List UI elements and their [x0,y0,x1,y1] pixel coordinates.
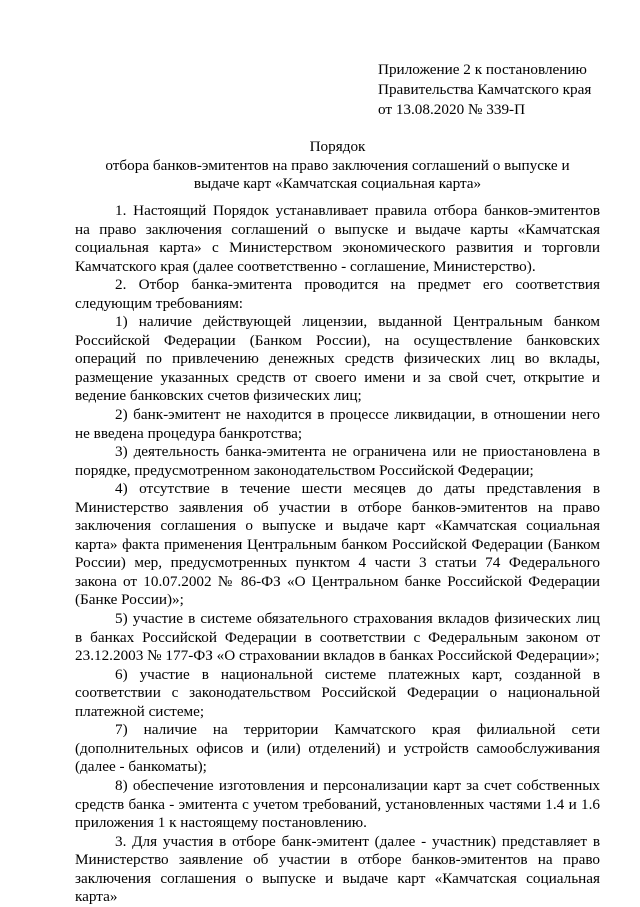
paragraph-2: 2. Отбор банка-эмитента проводится на предмет его соответствия следующим требованиям: [75,276,600,312]
document-subtitle: отбора банков-эмитентов на право заключения соглашений о выпуске и выдаче карт «Камчатская социальная карта» [105,156,570,192]
requirement-3: 3) деятельность банка-эмитента не ограничена или не приостановлена в порядке, предусмотренном законодательством Российской Федерации; [75,443,600,479]
paragraph-3: 3. Для участия в отборе банк-эмитент (далее - участник) представляет в Министерство заявление об участии в отборе банков-эмитентов на право заключения соглашения о выпуске и выдаче карт «Камчатская социальная карта» [75,832,600,906]
appendix-line-2: Правительства Камчатского края [378,81,592,98]
requirement-8: 8) обеспечение изготовления и персонализации карт за счет собственных средств банка - эмитента с учетом требований, установленных частями 1.4 и 1.6 приложения 1 к настоящему постановлению. [75,776,600,832]
requirement-1: 1) наличие действующей лицензии, выданной Центральным банком Российской Федерации (Банком России), на осуществление банковских операций по привлечению денежных средств физических лиц во вклады, размещение указанных средств от своего имени и за свой счет, открытие и ведение банковских счетов физических лиц; [75,313,600,405]
requirement-5: 5) участие в системе обязательного страхования вкладов физических лиц в банках Российской Федерации в соответствии с Федеральным законом от 23.12.2003 № 177-ФЗ «О страховании вкладов в банках Российской Федерации»; [75,610,600,665]
appendix-line-1: Приложение 2 к постановлению [378,61,587,78]
document-title-block [75,138,600,194]
requirement-6: 6) участие в национальной системе платежных карт, созданной в соответствии с законодательством Российской Федерации о национальной платежной системе; [75,665,600,720]
document-title: Порядок [309,138,366,155]
requirement-7: 7) наличие на территории Камчатского края филиальной сети (дополнительных офисов и (или) отделений) и устройств самообслуживания (далее - банкоматы); [75,721,600,776]
requirement-2: 2) банк-эмитент не находится в процессе ликвидации, в отношении него не введена процедура банкротства; [75,406,600,442]
appendix-header [378,60,628,120]
paragraph-1: 1. Настоящий Порядок устанавливает правила отбора банков-эмитентов на право заключения соглашений о выпуске и выдаче карты «Камчатская социальная карта» с Министерством экономического развития и торговли Камчатского края (далее соответственно - соглашение, Министерство). [75,202,600,275]
appendix-line-3: от 13.08.2020 № 339-П [378,101,526,118]
requirement-4: 4) отсутствие в течение шести месяцев до даты представления в Министерство заявления об участии в отборе банков-эмитентов на право заключения соглашения о выпуске и выдаче карт «Камчатская социальная карта» факта применения Центральным банком Российской Федерации (Банком России) мер, предусмотренных пунктом 4 части 3 статьи 74 Федерального закона от 10.07.2002 № 86-ФЗ «О Центральном банке Российской Федерации (Банке России)»; [75,480,600,609]
document-body [75,202,600,907]
